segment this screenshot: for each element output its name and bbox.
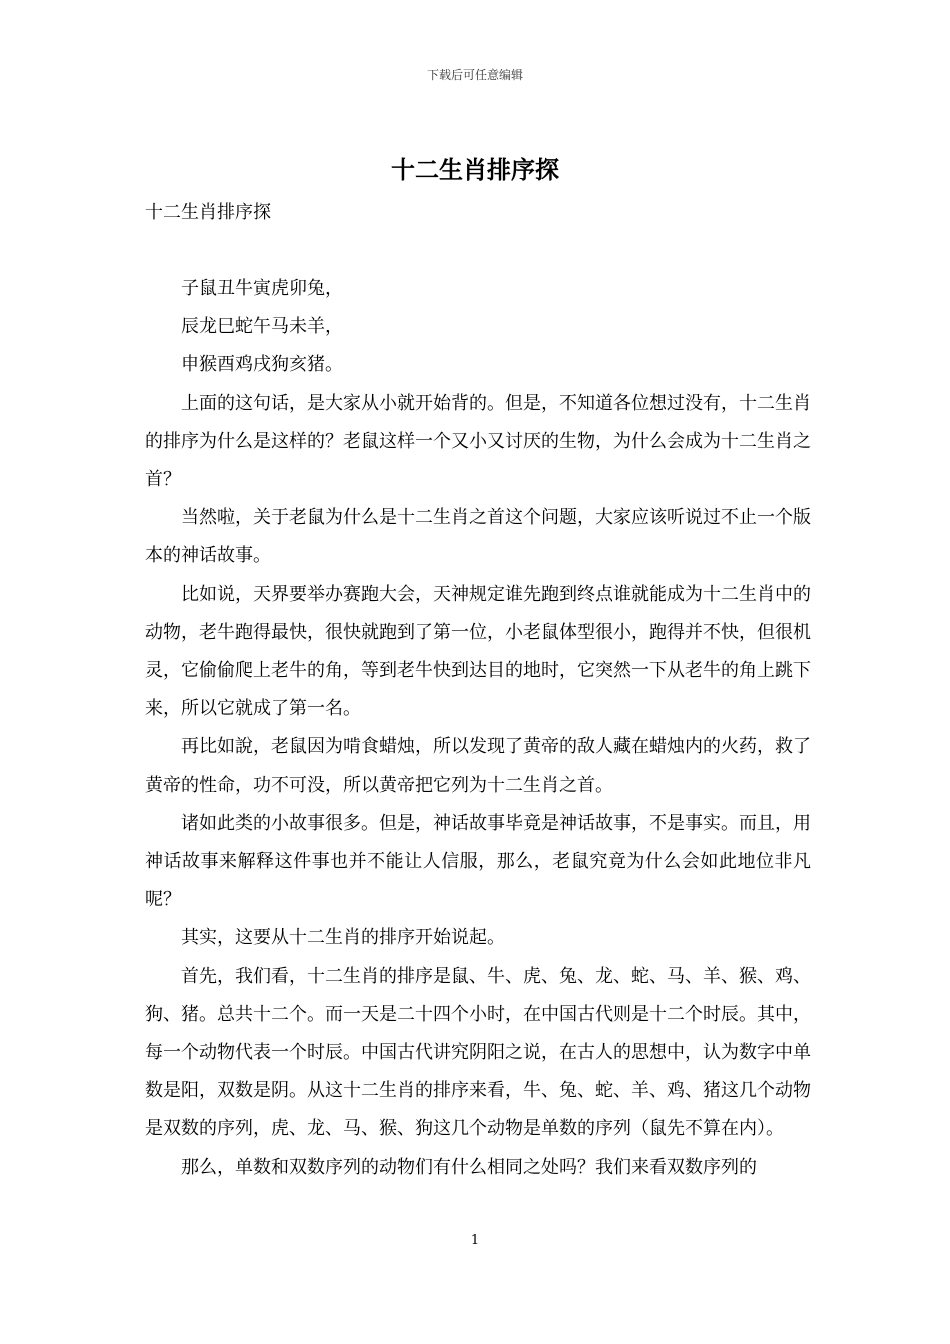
verse-line-2: 辰龙巳蛇午马未羊， bbox=[181, 316, 343, 338]
document-subtitle: 十二生肖排序探 bbox=[145, 202, 271, 223]
body-paragraph: 首先，我们看，十二生肖的排序是鼠、牛、虎、兔、龙、蛇、马、羊、猴、鸡、狗、猪。总共十二个。而一天是二十四个小时，在中国古代则是十二个时辰。其中，每一个动物代表一个时辰。中国古代讲究阴阳之说，在古人的思想中，认为数字中单数是阳，双数是阴。从这十二生肖的排序来看，牛、兔、蛇、羊、鸡、猪这几个动物是双数的序列，虎、龙、马、猴、狗这几个动物是单数的序列（鼠先不算在内）。 bbox=[145, 965, 811, 1140]
document-title: 十二生肖排序探 bbox=[391, 155, 559, 184]
body-paragraph: 比如说，天界要举办赛跑大会，天神规定谁先跑到终点谁就能成为十二生肖中的动物，老牛跑得最快，很快就跑到了第一位，小老鼠体型很小，跑得并不快，但很机灵，它偷偷爬上老牛的角，等到老牛快到达目的地时，它突然一下从老牛的角上跳下来，所以它就成了第一名。 bbox=[145, 583, 811, 720]
verse-line-1: 子鼠丑牛寅虎卯兔， bbox=[181, 278, 343, 299]
body-paragraph: 上面的这句话，是大家从小就开始背的。但是，不知道各位想过没有，十二生肖的排序为什么是这样的？老鼠这样一个又小又讨厌的生物，为什么会成为十二生肖之首？ bbox=[145, 392, 811, 491]
body-paragraph: 当然啦，关于老鼠为什么是十二生肖之首这个问题，大家应该听说过不止一个版本的神话故事。 bbox=[145, 507, 811, 567]
body-paragraph: 诸如此类的小故事很多。但是，神话故事毕竟是神话故事，不是事实。而且，用神话故事来解释这件事也并不能让人信服，那么，老鼠究竟为什么会如此地位非凡呢？ bbox=[145, 812, 811, 911]
document-body bbox=[145, 270, 811, 1187]
verse-line-3: 申猴酉鸡戌狗亥猪。 bbox=[181, 354, 343, 376]
body-paragraph: 再比如說，老鼠因为啃食蜡烛，所以发现了黄帝的敌人藏在蜡烛内的火药，救了黄帝的性命，功不可没，所以黄帝把它列为十二生肖之首。 bbox=[145, 736, 811, 796]
body-paragraph: 那么，单数和双数序列的动物们有什么相同之处吗？我们来看双数序列的 bbox=[181, 1156, 757, 1178]
header-note: 下载后可任意编辑 bbox=[426, 68, 523, 82]
page-number: 1 bbox=[470, 1233, 480, 1248]
body-paragraph: 其实，这要从十二生肖的排序开始说起。 bbox=[181, 927, 505, 949]
